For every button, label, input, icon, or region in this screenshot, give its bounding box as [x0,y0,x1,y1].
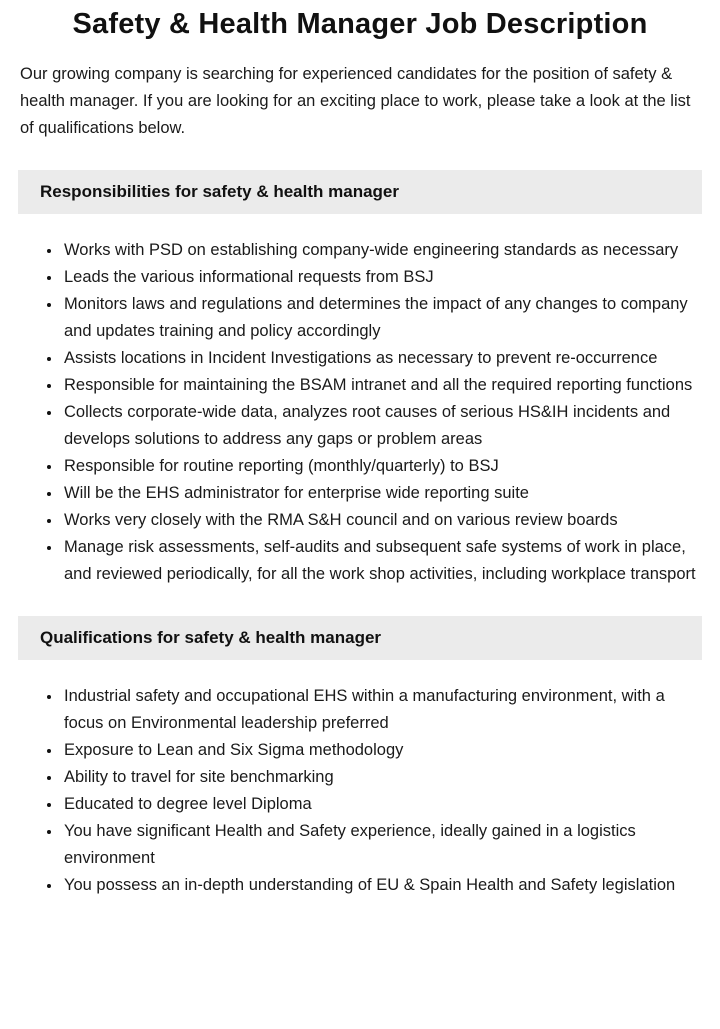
responsibility-item: • Responsible for routine reporting (monthly/quarterly) to BSJ [62,453,700,480]
responsibilities-list [0,237,700,588]
qualification-item: • Industrial safety and occupational EHS within a manufacturing environment, with a focus on Environmental leadership preferred [62,683,700,737]
section-heading-qualifications: Qualifications for safety & health manager [18,616,702,660]
responsibility-item: • Works very closely with the RMA S&H council and on various review boards [62,507,700,534]
qualification-item: • You possess an in-depth understanding of EU & Spain Health and Safety legislation [62,872,700,899]
responsibility-item: • Assists locations in Incident Investigations as necessary to prevent re-occurrence [62,345,700,372]
intro-paragraph: Our growing company is searching for experienced candidates for the position of safety & health manager. If you are looking for an exciting place to work, please take a look at the list of qualifications below. [20,65,691,137]
qualification-item: • Exposure to Lean and Six Sigma methodology [62,737,700,764]
qualifications-list [0,683,700,899]
responsibility-item: • Monitors laws and regulations and determines the impact of any changes to company and updates training and policy accordingly [62,291,700,345]
page-title: Safety & Health Manager Job Description [72,8,648,40]
responsibility-item: • Responsible for maintaining the BSAM intranet and all the required reporting functions [62,372,700,399]
qualification-item: • Ability to travel for site benchmarking [62,764,700,791]
responsibility-item: • Works with PSD on establishing company-wide engineering standards as necessary [62,237,700,264]
section-heading-responsibilities: Responsibilities for safety & health manager [18,170,702,214]
responsibility-item: • Manage risk assessments, self-audits and subsequent safe systems of work in place, and reviewed periodically, for all the work shop activities, including workplace transport [62,534,700,588]
qualification-item: • Educated to degree level Diploma [62,791,700,818]
responsibility-item: • Will be the EHS administrator for enterprise wide reporting suite [62,480,700,507]
responsibility-item: • Leads the various informational requests from BSJ [62,264,700,291]
responsibility-item: • Collects corporate-wide data, analyzes root causes of serious HS&IH incidents and develops solutions to address any gaps or problem areas [62,399,700,453]
qualification-item: • You have significant Health and Safety experience, ideally gained in a logistics environment [62,818,700,872]
